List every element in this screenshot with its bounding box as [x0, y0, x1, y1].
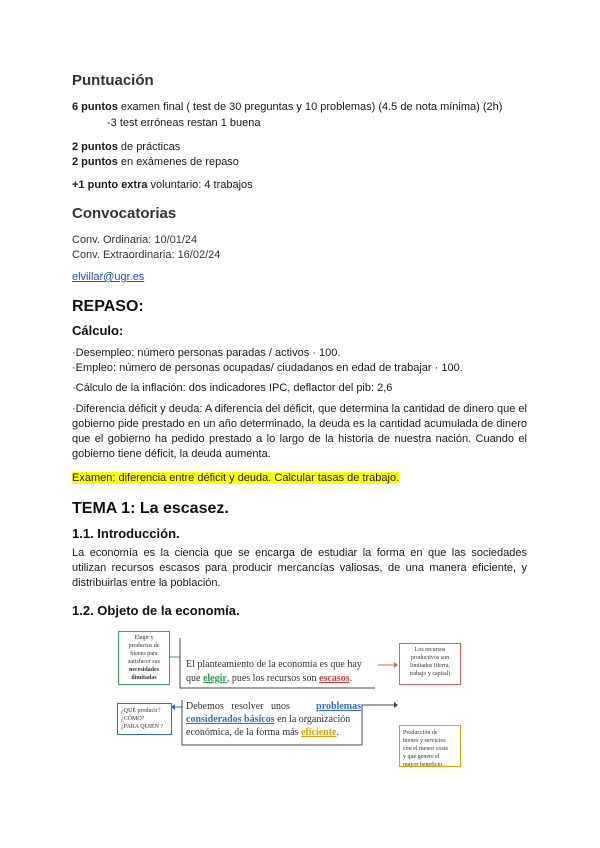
diagram-center-2: [186, 700, 361, 739]
introduccion-heading: 1.1. Introducción.: [72, 526, 180, 541]
box1-line: bienes para: [130, 651, 158, 657]
box2-line: limitados (tierra,: [410, 663, 450, 669]
extra-points: +1 punto extra: [72, 179, 148, 191]
center1-text: .: [349, 673, 353, 684]
email-link[interactable]: elvillar@ugr.es: [72, 271, 145, 283]
box4-line: mayor beneficio.: [403, 762, 444, 768]
box4-line: bienes y servicios: [403, 738, 446, 744]
center2-text: económica, de la forma más: [186, 727, 299, 738]
center2-text: Debemos resolver unos: [186, 701, 290, 712]
center1-escasos: escasos: [319, 673, 350, 684]
diagram-box-recursos: [399, 643, 461, 685]
center2-text: en la organización: [277, 714, 351, 725]
objeto-heading: 1.2. Objeto de la economía.: [72, 603, 240, 618]
box4-line: y que genere el: [403, 754, 440, 760]
deficit-deuda-paragraph: ·Diferencia déficit y deuda: A diferencia del déficit, que determina la cantidad de dinero que el gobierno pide prestado en un año determinado, la deuda es la cantidad acumulada de dinero que el gobierno ha pedido prestado a lo largo de la historia de nuestra nación. Cuando el gobierno tiene déficit, la deuda aumenta.: [72, 403, 527, 460]
center1-text: El planteamiento de la economía es que hay: [186, 659, 362, 670]
diagram-center-1: [186, 658, 376, 686]
center2-line1: [186, 700, 361, 713]
examen-points: 6 puntos: [72, 101, 118, 113]
center2-line3: [186, 726, 361, 739]
empleo-formula: ·Empleo: número de personas ocupadas/ ciudadanos en edad de trabajar · 100.: [72, 362, 463, 374]
box3-line: ¿QUÉ producir?: [121, 708, 161, 714]
box2-line: Los recursos: [414, 647, 446, 653]
practicas-desc: de prácticas: [117, 141, 181, 153]
center2-line2: [186, 713, 361, 726]
diagram-box-produccion: [399, 725, 461, 767]
box1-line: ilimitadas: [131, 675, 157, 681]
repaso-desc: en exámenes de repaso: [117, 156, 239, 168]
box1-line: necesidades: [129, 667, 159, 673]
box2-line: trabajo y capital): [409, 671, 451, 677]
arrow-top-right: [394, 662, 398, 668]
repaso-heading: REPASO:: [72, 298, 144, 315]
test-penalty: -3 test erróneas restan 1 buena: [107, 117, 261, 129]
center2-considerados: considerados básicos: [186, 714, 275, 725]
extra-desc: voluntario: 4 trabajos: [147, 179, 253, 191]
puntuacion-heading: Puntuación: [72, 72, 154, 89]
box3-line: ¿PARA QUIÉN ?: [121, 724, 164, 730]
connector-bottom-right: [362, 705, 394, 745]
box4-line: con el menor coste: [403, 746, 449, 752]
center1-text: que: [186, 673, 201, 684]
introduccion-paragraph: La economía es la ciencia que se encarga de estudiar la forma en que las sociedades utilizan recursos escasos para producir mercancías valiosas, de una manera eficiente, y distribuirlas entre la población.: [72, 547, 527, 589]
box2-line: productivos son: [410, 655, 450, 661]
tema1-heading: TEMA 1: La escasez.: [72, 500, 229, 517]
calculo-heading: Cálculo:: [72, 323, 124, 338]
box1-line: productos de: [128, 643, 160, 649]
box1-line: Elegir y: [134, 635, 154, 641]
desempleo-formula: ·Desempleo: número personas paradas / activos · 100.: [72, 347, 341, 359]
center2-text: .: [336, 727, 339, 738]
box3-line: ¿CÓMO?: [121, 716, 145, 722]
convocatorias-heading: Convocatorias: [72, 205, 177, 222]
inflacion-formula: ·Cálculo de la inflación: dos indicadores IPC, deflactor del pib: 2,6: [72, 382, 393, 394]
examen-highlight: Examen: diferencia entre déficit y deuda. Calcular tasas de trabajo.: [72, 472, 400, 484]
center1-elegir: elegir: [202, 673, 227, 684]
conv-extraordinaria: Conv. Extraordinaria: 16/02/24: [72, 249, 221, 261]
box4-line: Producción de: [403, 730, 438, 736]
center1-text: , pues los recursos son: [226, 673, 317, 684]
repaso-points: 2 puntos: [72, 156, 118, 168]
conv-ordinaria: Conv. Ordinaria: 10/01/24: [72, 234, 198, 246]
arrow-bottom-right: [394, 702, 398, 708]
box1-line: satisfacer sus: [128, 659, 160, 665]
diagram-box-preguntas: [117, 703, 172, 735]
examen-desc: examen final ( test de 30 preguntas y 10 problemas) (4.5 de nota mínima) (2h): [117, 101, 503, 113]
center2-eficiente: eficiente: [300, 727, 337, 738]
center2-problemas: problemas: [316, 701, 361, 712]
practicas-points: 2 puntos: [72, 141, 118, 153]
